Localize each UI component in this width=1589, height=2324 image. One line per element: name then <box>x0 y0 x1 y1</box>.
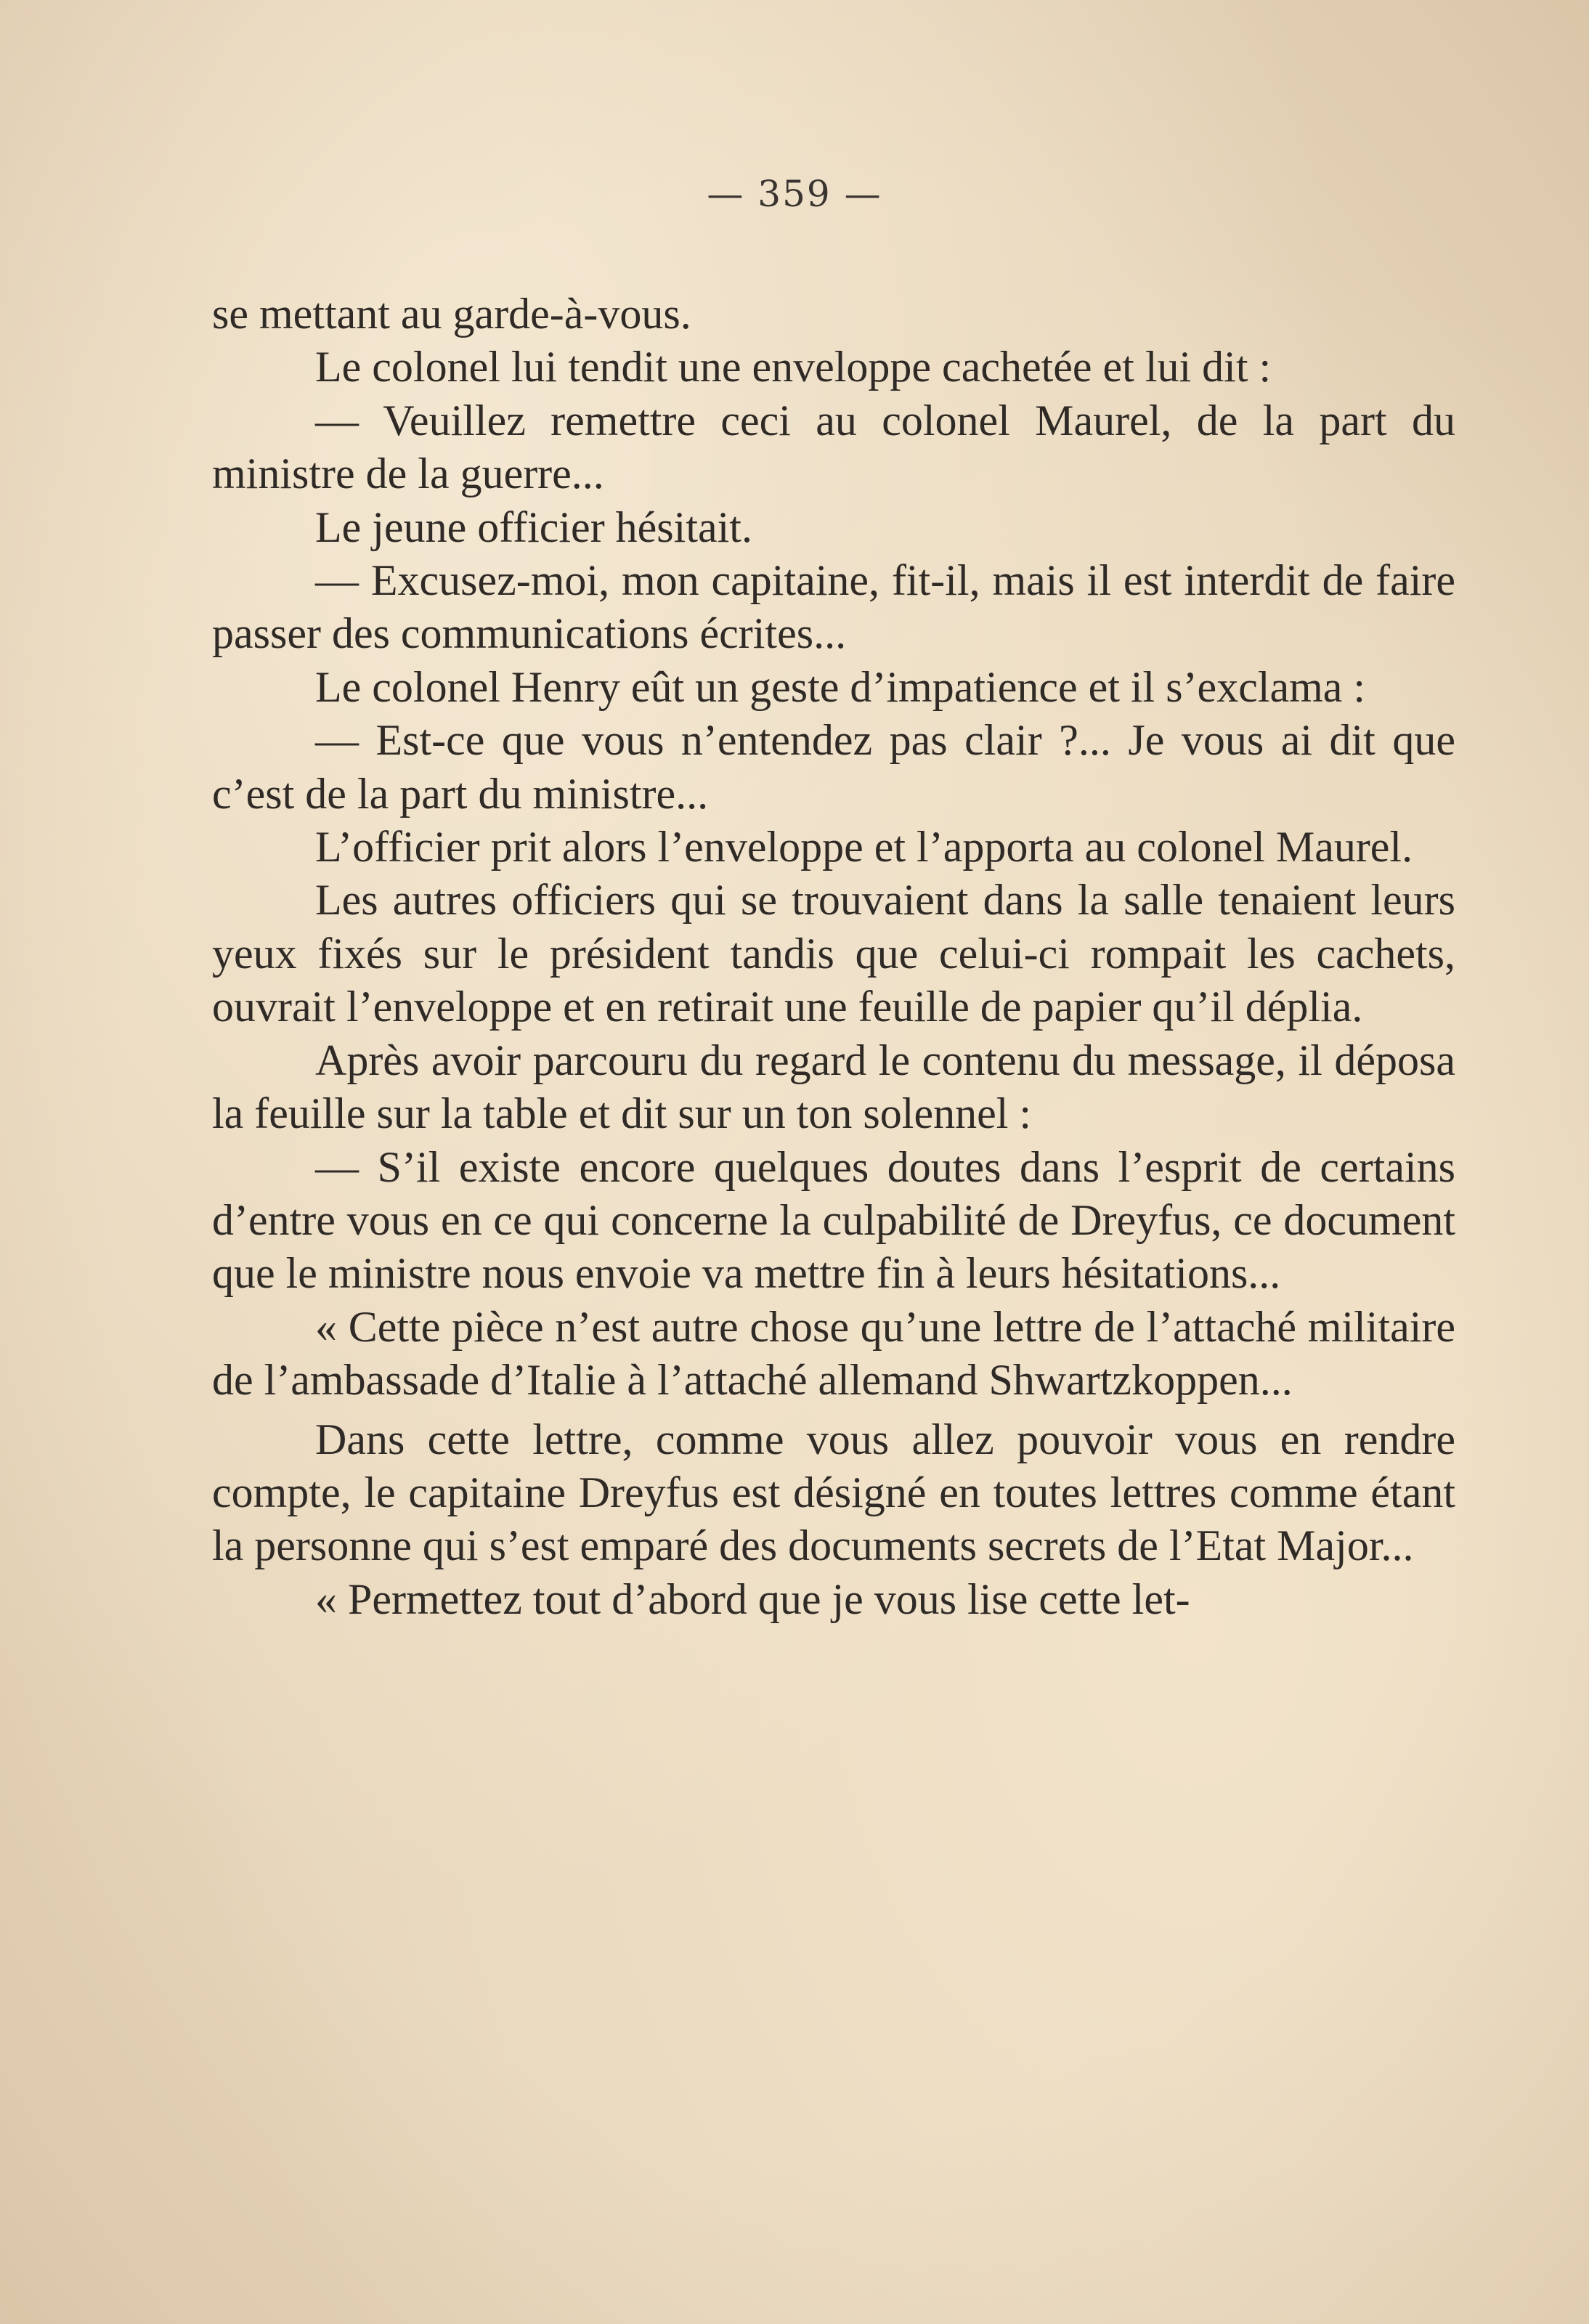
paragraph: — Est-ce que vous n’entendez pas clair ?... Je vous ai dit que c’est de la part du ministre... <box>212 716 1455 818</box>
paragraph: se mettant au garde-à-vous. <box>212 290 691 338</box>
paragraph: — Excusez-moi, mon capitaine, fit-il, mais il est interdit de faire passer des communications écrites... <box>212 556 1455 658</box>
paragraph: Dans cette lettre, comme vous allez pouvoir vous en rendre compte, le capitaine Dreyfus est désigné en toutes lettres comme étant la personne qui s’est emparé des documents secrets de l’Etat Major... <box>212 1415 1455 1570</box>
paragraph: — S’il existe encore quelques doutes dans l’esprit de certains d’entre vous en ce qui concerne la culpabilité de Dreyfus, ce document que le ministre nous envoie va mettre fin à leurs hésitations... <box>212 1142 1455 1298</box>
paragraph: « Cette pièce n’est autre chose qu’une lettre de l’attaché militaire de l’ambassade d’Italie à l’attaché allemand Shwartzkoppen... <box>212 1302 1455 1405</box>
paragraph: L’officier prit alors l’enveloppe et l’apporta au colonel Maurel. <box>315 823 1413 871</box>
paragraph: Le colonel lui tendit une enveloppe cachetée et lui dit : <box>315 343 1272 391</box>
paragraph: Le jeune officier hésitait. <box>315 503 752 551</box>
paragraph: — Veuillez remettre ceci au colonel Maurel, de la part du ministre de la guerre... <box>212 396 1455 498</box>
paragraph: Les autres officiers qui se trouvaient dans la salle tenaient leurs yeux fixés sur le président tandis que celui-ci rompait les cachets, ouvrait l’enveloppe et en retirait une feuille de papier qu’il déplia. <box>212 876 1455 1031</box>
paragraph: Après avoir parcouru du regard le contenu du message, il déposa la feuille sur la table et dit sur un ton solennel : <box>212 1036 1455 1138</box>
body-text <box>212 288 1455 1626</box>
paragraph: Le colonel Henry eût un geste d’impatience et il s’exclama : <box>315 662 1366 711</box>
page-number: — 359 — <box>707 173 882 215</box>
paragraph: « Permettez tout d’abord que je vous lise cette let- <box>315 1575 1190 1623</box>
